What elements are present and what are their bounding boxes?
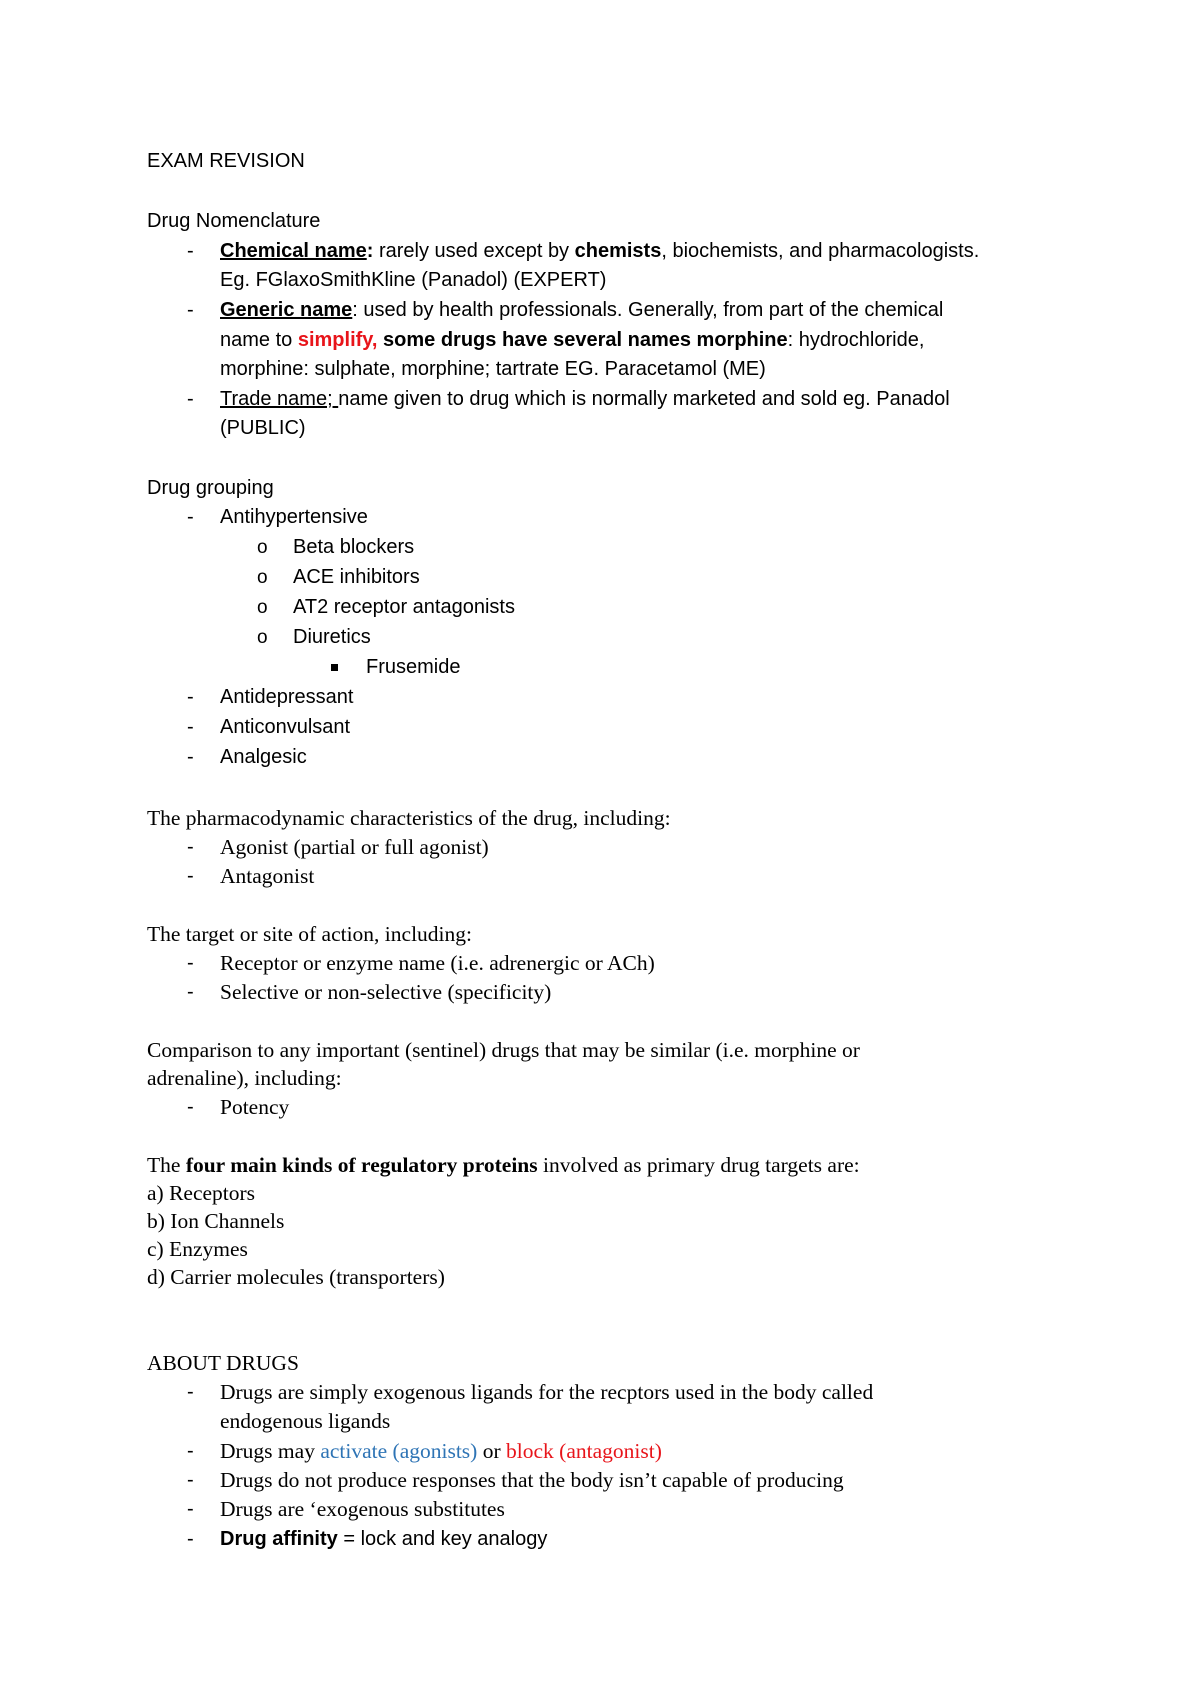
- grouping-heading: Drug grouping: [147, 477, 274, 499]
- pharmacodynamic-item-agonist: Agonist (partial or full agonist): [220, 835, 489, 859]
- dash-bullet: -: [187, 952, 194, 974]
- chemical-name-term: Chemical name: [220, 240, 367, 262]
- about-item-substitutes: Drugs are ‘exogenous substitutes: [220, 1497, 505, 1521]
- generic-name-item: Generic name: used by health professionals. Generally, from part of the chemical: [220, 299, 944, 321]
- circle-bullet: o: [257, 597, 268, 618]
- generic-name-term: Generic name: [220, 299, 353, 321]
- generic-name-line2: name to simplify, some drugs have several names morphine: hydrochloride,: [220, 329, 925, 351]
- comparison-item-potency: Potency: [220, 1095, 290, 1119]
- target-heading: The target or site of action, including:: [147, 922, 472, 946]
- comparison-line1: Comparison to any important (sentinel) drugs that may be similar (i.e. morphine or: [147, 1038, 860, 1062]
- dash-bullet: -: [187, 1440, 194, 1462]
- circle-bullet: o: [257, 567, 268, 588]
- trade-name-term: Trade name;: [220, 388, 339, 410]
- group-item-antihypertensive: Antihypertensive: [220, 506, 368, 528]
- sub-item-beta-blockers: Beta blockers: [293, 536, 415, 558]
- group-item-antidepressant: Antidepressant: [220, 686, 354, 708]
- about-item-responses: Drugs do not produce responses that the body isn’t capable of producing: [220, 1468, 844, 1492]
- about-item-ligands: Drugs are simply exogenous ligands for the recptors used in the body called: [220, 1380, 874, 1404]
- dash-bullet: -: [187, 836, 194, 858]
- sub-sub-item-frusemide: Frusemide: [366, 656, 461, 678]
- page-title: EXAM REVISION: [147, 150, 305, 172]
- sub-item-diuretics: Diuretics: [293, 626, 371, 648]
- regulatory-item-receptors: a) Receptors: [147, 1181, 256, 1205]
- dash-bullet: -: [187, 506, 194, 528]
- regulatory-item-enzymes: c) Enzymes: [147, 1237, 248, 1261]
- simplify-highlight: simplify,: [297, 329, 378, 351]
- dash-bullet: -: [187, 746, 194, 768]
- about-item-affinity: Drug affinity = lock and key analogy: [220, 1528, 548, 1550]
- pharmacodynamic-heading: The pharmacodynamic characteristics of the drug, including:: [147, 806, 671, 830]
- dash-bullet: -: [187, 1469, 194, 1491]
- chemical-name-example: Eg. FGlaxoSmithKline (Panadol) (EXPERT): [220, 269, 607, 291]
- dash-bullet: -: [187, 981, 194, 1003]
- generic-name-line3: morphine: sulphate, morphine; tartrate EG. Paracetamol (ME): [220, 358, 766, 380]
- sub-item-ace-inhibitors: ACE inhibitors: [293, 566, 420, 588]
- dash-bullet: -: [187, 1096, 194, 1118]
- dash-bullet: -: [187, 686, 194, 708]
- chemical-name-item: Chemical name: rarely used except by chemists, biochemists, and pharmacologists.: [220, 240, 980, 262]
- regulatory-heading: The four main kinds of regulatory proteins involved as primary drug targets are:: [147, 1153, 860, 1177]
- comparison-line2: adrenaline), including:: [147, 1066, 342, 1090]
- circle-bullet: o: [257, 537, 268, 558]
- regulatory-item-ion-channels: b) Ion Channels: [147, 1209, 285, 1233]
- group-item-analgesic: Analgesic: [220, 746, 307, 768]
- target-item-receptor: Receptor or enzyme name (i.e. adrenergic or ACh): [220, 951, 655, 975]
- dash-bullet: -: [187, 240, 194, 262]
- target-item-selective: Selective or non-selective (specificity): [220, 980, 552, 1004]
- dash-bullet: -: [187, 388, 194, 410]
- dash-bullet: -: [187, 716, 194, 738]
- dash-bullet: -: [187, 1381, 194, 1403]
- dash-bullet: -: [187, 1498, 194, 1520]
- trade-name-item: Trade name; name given to drug which is normally marketed and sold eg. Panadol: [220, 388, 950, 410]
- sub-item-at2-antagonists: AT2 receptor antagonists: [293, 596, 515, 618]
- regulatory-item-carriers: d) Carrier molecules (transporters): [147, 1265, 445, 1289]
- block-highlight: block (antagonist): [506, 1439, 662, 1463]
- about-item-activate-block: Drugs may activate (agonists) or block (antagonist): [220, 1439, 662, 1463]
- about-item-ligands-line2: endogenous ligands: [220, 1409, 391, 1433]
- pharmacodynamic-item-antagonist: Antagonist: [220, 864, 315, 888]
- trade-name-line2: (PUBLIC): [220, 417, 306, 439]
- dash-bullet: -: [187, 865, 194, 887]
- activate-highlight: activate (agonists): [320, 1439, 478, 1463]
- circle-bullet: o: [257, 627, 268, 648]
- square-bullet: [331, 664, 338, 671]
- nomenclature-heading: Drug Nomenclature: [147, 210, 321, 232]
- group-item-anticonvulsant: Anticonvulsant: [220, 716, 351, 738]
- dash-bullet: -: [187, 1528, 194, 1550]
- dash-bullet: -: [187, 299, 194, 321]
- about-heading: ABOUT DRUGS: [147, 1351, 299, 1375]
